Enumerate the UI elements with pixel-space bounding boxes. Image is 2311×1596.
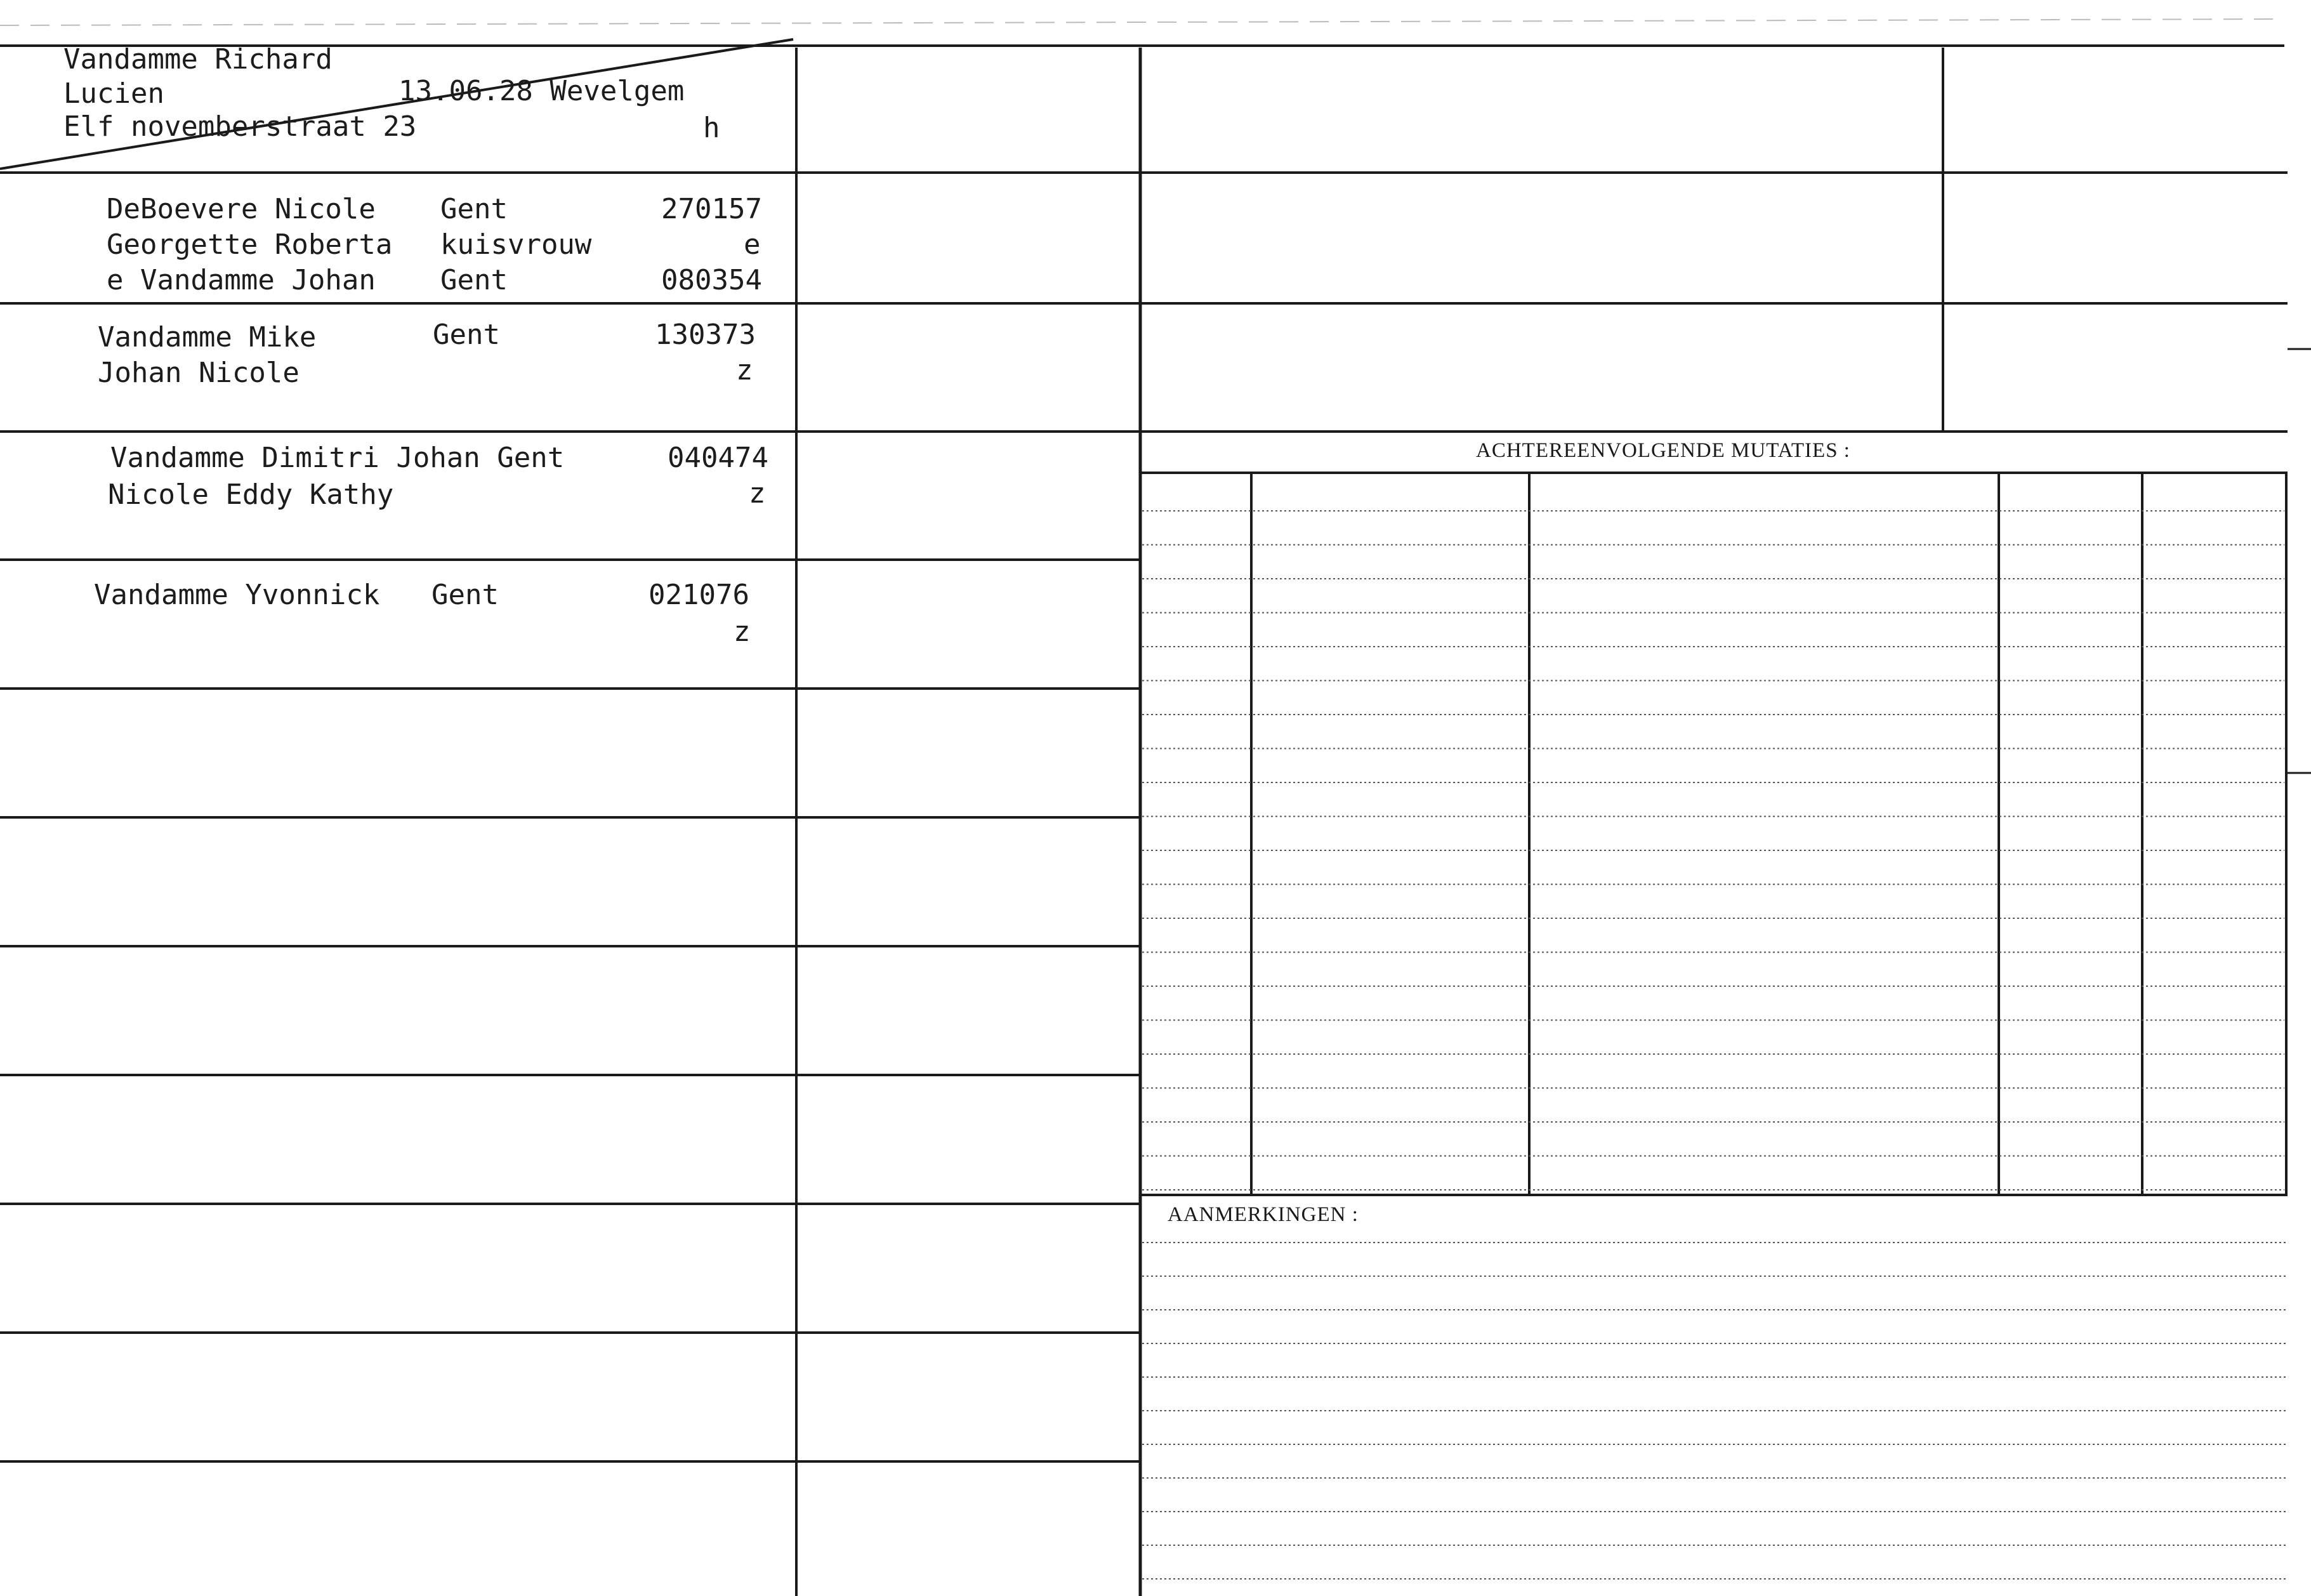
record-4-name-line-2: Nicole Eddy Kathy bbox=[108, 478, 394, 511]
record-3-code-2: z bbox=[736, 354, 753, 386]
mutations-header: ACHTEREENVOLGENDE MUTATIES : bbox=[1476, 439, 1850, 462]
record-1-address: Elf novemberstraat 23 bbox=[63, 110, 417, 143]
record-5-code-2: z bbox=[734, 616, 751, 648]
record-2-name-line-3: e Vandamme Johan bbox=[107, 264, 376, 296]
record-1-code: h bbox=[703, 112, 720, 144]
record-1-name-line-1: Vandamme Richard bbox=[63, 43, 332, 76]
record-5-name-line-1: Vandamme Yvonnick bbox=[94, 579, 380, 611]
record-2-place-3: Gent bbox=[440, 264, 508, 296]
record-2-name-line-1: DeBoevere Nicole bbox=[107, 193, 376, 225]
record-5-code-1: 021076 bbox=[649, 579, 749, 611]
record-2-code-3: 080354 bbox=[661, 264, 762, 296]
record-1-birth-date-place: 13.06.28 Wevelgem bbox=[398, 75, 685, 107]
record-4-code-2: z bbox=[749, 477, 766, 510]
record-3-code-1: 130373 bbox=[655, 319, 756, 351]
record-4-code-1: 040474 bbox=[668, 442, 768, 474]
record-3-place: Gent bbox=[433, 319, 500, 351]
record-2-place-1: Gent bbox=[440, 193, 508, 225]
record-5-place: Gent bbox=[431, 579, 499, 611]
record-2-code-2: e bbox=[744, 228, 761, 261]
record-2-code-1: 270157 bbox=[661, 193, 762, 225]
record-4-name-line-1: Vandamme Dimitri Johan Gent bbox=[110, 442, 565, 474]
record-2-place-2: kuisvrouw bbox=[440, 228, 592, 261]
record-2-name-line-2: Georgette Roberta bbox=[107, 228, 393, 261]
record-3-name-line-2: Johan Nicole bbox=[98, 357, 300, 389]
remarks-header: AANMERKINGEN : bbox=[1168, 1203, 1359, 1226]
record-1-name-line-2: Lucien bbox=[63, 77, 164, 110]
record-3-name-line-1: Vandamme Mike bbox=[98, 321, 317, 353]
